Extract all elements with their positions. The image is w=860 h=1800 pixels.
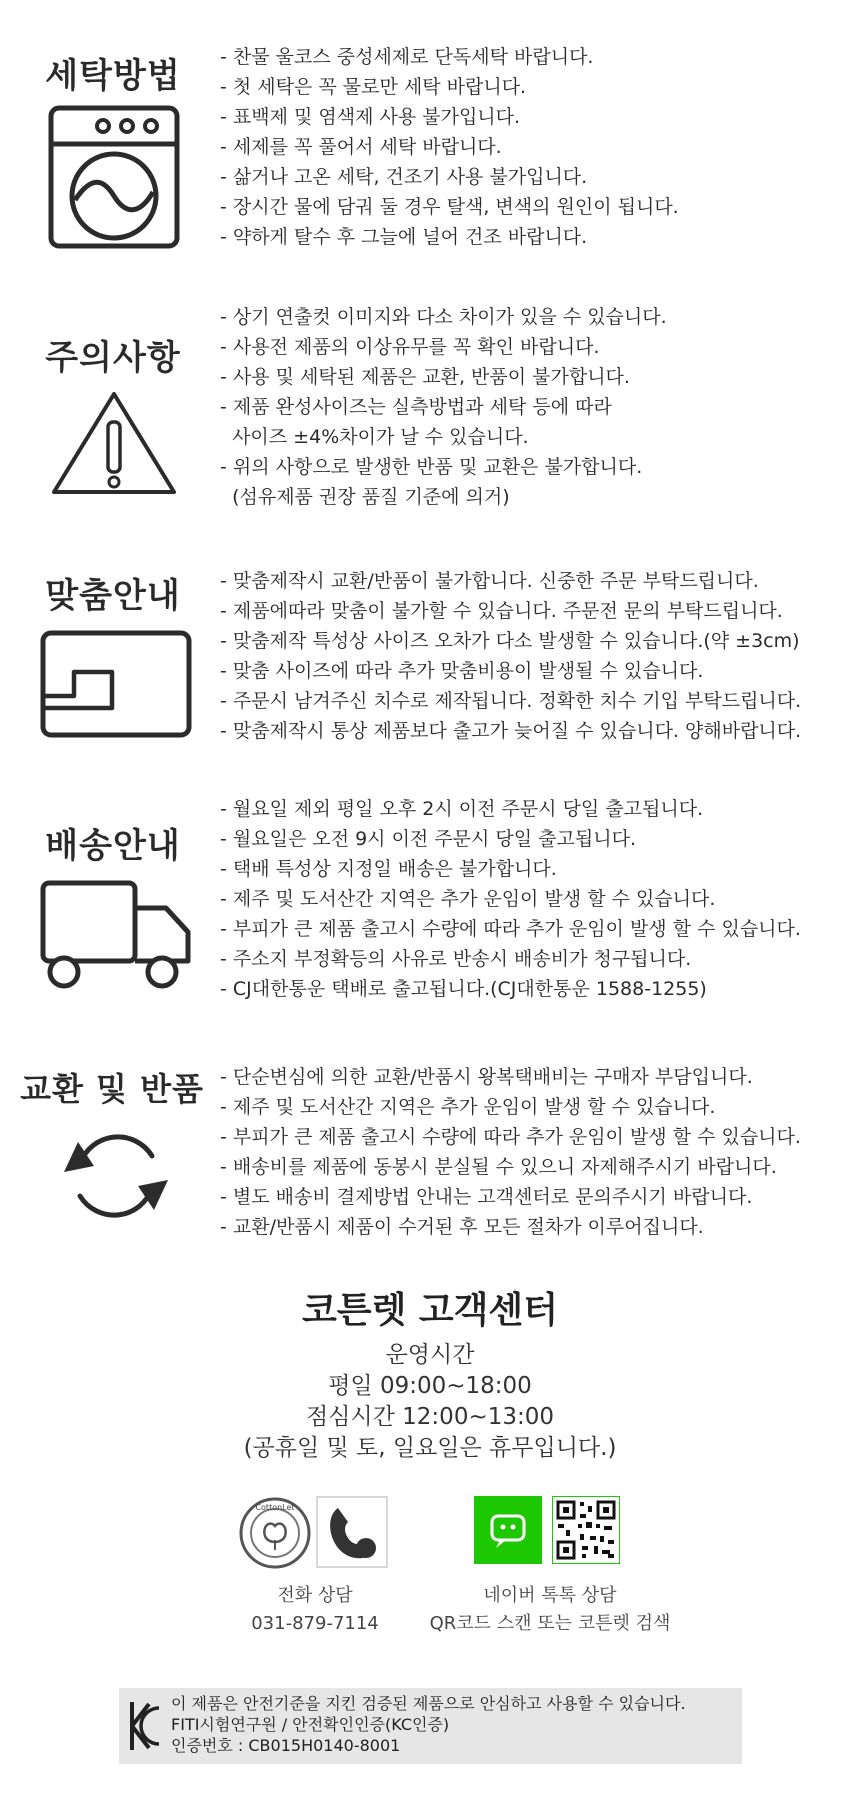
list-item: - 표백제 및 염색제 사용 불가입니다. bbox=[220, 106, 521, 128]
sewing-machine-icon bbox=[40, 630, 192, 738]
list-item: - 택배 특성상 지정일 배송은 불가합니다. bbox=[220, 858, 557, 880]
list-item: - 사용전 제품의 이상유무를 꼭 확인 바랍니다. bbox=[220, 336, 600, 358]
kc-text bbox=[171, 1693, 686, 1756]
kc-certification-box bbox=[119, 1688, 742, 1764]
list-item: - 주소지 부정확등의 사유로 반송시 배송비가 청구됩니다. bbox=[220, 948, 692, 970]
list-item: - 장시간 물에 담궈 둘 경우 탈색, 변색의 원인이 됩니다. bbox=[220, 196, 679, 218]
talktalk-icon[interactable] bbox=[474, 1496, 542, 1564]
operating-hours bbox=[0, 1340, 860, 1464]
hours-line: 운영시간 bbox=[385, 1342, 475, 1368]
hours-line: 점심시간 12:00~13:00 bbox=[305, 1404, 555, 1430]
list-item: - 위의 사항으로 발생한 반품 및 교환은 불가합니다. bbox=[220, 456, 643, 478]
list-item: - 삶거나 고온 세탁, 건조기 사용 불가입니다. bbox=[220, 166, 588, 188]
phone-caption bbox=[210, 1582, 420, 1638]
phone-label: 전화 상담 bbox=[277, 1585, 353, 1606]
section-lines bbox=[220, 794, 801, 1004]
delivery-truck-icon bbox=[40, 880, 192, 992]
list-item: - 제주 및 도서산간 지역은 추가 운임이 발생 할 수 있습니다. bbox=[220, 1096, 716, 1118]
kc-line: FITI시험연구원 / 안전확인인증(KC인증) bbox=[171, 1715, 450, 1734]
list-item: - 약하게 탈수 후 그늘에 널어 건조 바랍니다. bbox=[220, 226, 588, 248]
list-item: - 제주 및 도서산간 지역은 추가 운임이 발생 할 수 있습니다. bbox=[220, 888, 716, 910]
list-item: - 세제를 꼭 풀어서 세탁 바랍니다. bbox=[220, 136, 502, 158]
qr-code-icon[interactable] bbox=[552, 1496, 620, 1564]
list-item: (섬유제품 권장 품질 기준에 의거) bbox=[220, 486, 510, 508]
list-item: - 맞춤 사이즈에 따라 추가 맞춤비용이 발생될 수 있습니다. bbox=[220, 660, 704, 682]
list-item: - 단순변심에 의한 교환/반품시 왕복택배비는 구매자 부담입니다. bbox=[220, 1066, 753, 1088]
phone-icon[interactable] bbox=[316, 1496, 388, 1568]
list-item: - 월요일 제외 평일 오후 2시 이전 주문시 당일 출고됩니다. bbox=[220, 798, 704, 820]
list-item: - 별도 배송비 결제방법 안내는 고객센터로 문의주시기 바랍니다. bbox=[220, 1186, 753, 1208]
warning-icon bbox=[48, 388, 180, 498]
list-item: - 맞춤제작시 교환/반품이 불가합니다. 신중한 주문 부탁드립니다. bbox=[220, 570, 759, 592]
talk-caption bbox=[410, 1582, 690, 1638]
list-item: - 주문시 남겨주신 치수로 제작됩니다. 정확한 치수 기입 부탁드립니다. bbox=[220, 690, 802, 712]
section-title: 교환 및 반품 bbox=[20, 1070, 204, 1108]
talk-label: 네이버 톡톡 상담 bbox=[483, 1585, 617, 1606]
list-item: - 찬물 울코스 중성세제로 단독세탁 바랍니다. bbox=[220, 46, 594, 68]
section-lines bbox=[220, 42, 679, 252]
hours-line: (공휴일 및 토, 일요일은 휴무입니다.) bbox=[243, 1435, 617, 1461]
section-lines bbox=[220, 302, 667, 512]
hours-line: 평일 09:00~18:00 bbox=[328, 1373, 532, 1399]
section-title: 주의사항 bbox=[45, 338, 181, 378]
list-item: - 첫 세탁은 꼭 물로만 세탁 바랍니다. bbox=[220, 76, 527, 98]
section-title: 세탁방법 bbox=[45, 56, 181, 96]
list-item: - 제품에따라 맞춤이 불가할 수 있습니다. 주문전 문의 부탁드립니다. bbox=[220, 600, 783, 622]
list-item: - 맞춤제작 특성상 사이즈 오차가 다소 발생할 수 있습니다.(약 ±3cm) bbox=[220, 630, 800, 652]
phone-number: 031-879-7114 bbox=[251, 1613, 379, 1634]
kc-line: 이 제품은 안전기준을 지킨 검증된 제품으로 안심하고 사용할 수 있습니다. bbox=[171, 1694, 686, 1713]
list-item: 사이즈 ±4%차이가 날 수 있습니다. bbox=[220, 426, 529, 448]
section-lines bbox=[220, 566, 801, 746]
list-item: - 제품 완성사이즈는 실측방법과 세탁 등에 따라 bbox=[220, 396, 612, 418]
list-item: - 배송비를 제품에 동봉시 분실될 수 있으니 자제해주시기 바랍니다. bbox=[220, 1156, 777, 1178]
section-title: 배송안내 bbox=[45, 826, 181, 866]
section-lines bbox=[220, 1062, 801, 1242]
logo-text: CottonLet bbox=[255, 1503, 295, 1512]
list-item: - CJ대한통운 택배로 출고됩니다.(CJ대한통운 1588-1255) bbox=[220, 978, 707, 1000]
customer-center-title: 코튼렛 고객센터 bbox=[302, 1290, 558, 1331]
washing-machine-icon bbox=[47, 104, 181, 250]
kc-mark-icon bbox=[127, 1698, 163, 1754]
section-title: 맞춤안내 bbox=[45, 576, 181, 616]
list-item: - 교환/반품시 제품이 수거된 후 모든 절차가 이루어집니다. bbox=[220, 1216, 704, 1238]
list-item: - 부피가 큰 제품 출고시 수량에 따라 추가 운임이 발생 할 수 있습니다. bbox=[220, 918, 801, 940]
exchange-arrows-icon bbox=[60, 1120, 172, 1232]
talk-desc: QR코드 스캔 또는 코튼렛 검색 bbox=[429, 1613, 671, 1634]
kc-line: 인증번호 : CB015H0140-8001 bbox=[171, 1736, 401, 1755]
cottonlet-logo bbox=[238, 1496, 312, 1570]
list-item: - 월요일은 오전 9시 이전 주문시 당일 출고됩니다. bbox=[220, 828, 636, 850]
list-item: - 사용 및 세탁된 제품은 교환, 반품이 불가합니다. bbox=[220, 366, 630, 388]
list-item: - 부피가 큰 제품 출고시 수량에 따라 추가 운임이 발생 할 수 있습니다. bbox=[220, 1126, 801, 1148]
list-item: - 상기 연출컷 이미지와 다소 차이가 있을 수 있습니다. bbox=[220, 306, 667, 328]
list-item: - 맞춤제작시 통상 제품보다 출고가 늦어질 수 있습니다. 양해바랍니다. bbox=[220, 720, 802, 742]
